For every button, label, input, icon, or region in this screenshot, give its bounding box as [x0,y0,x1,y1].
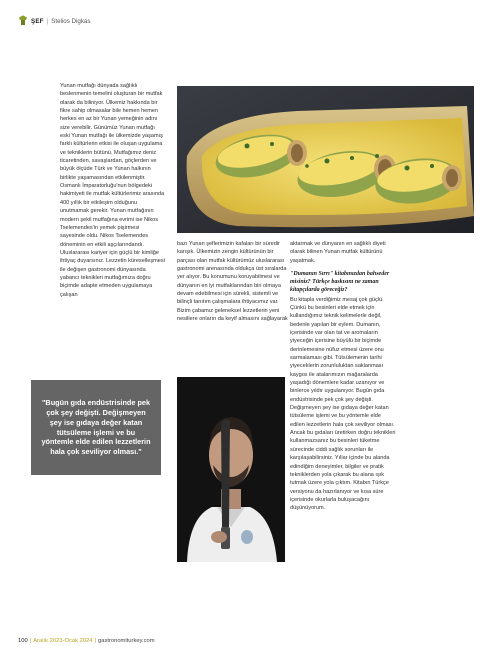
article-column-2 [177,240,292,323]
pull-quote-box [31,380,161,475]
food-illustration [177,86,474,233]
interview-answer: Bu kitapla verdiğimiz mesaj çok güçlü. Çünkü bu besinleri elde etmek için kullandığımız teknik kelimelerle değil, bedenle yapılan bir eylem. Dumanın, içerisinde var olan tat ve aromaların yiyeceğin içerisine büyülü bir biçimde derinlemesine nüfuz etmesi üzere onu sarmalaması gibi. Tütsülemenin tarihi yiyeceklerin zorunluluktan saklanması kaygısı ile atalarımızın mağaralarda yaşadığı dönemlere kadar uzanıyor ve binlerce yıldır uygulanıyor. Bugün gıda endüstrisinde pek çok şey değişti. Değişmeyen şey ise gıdaya değer katan tütsüleme işlemi ve bu yöntemle elde edilen lezzetlerin hala çok seviliyor olması. Ancak bu gıdaları üretirken doğru teknikleri kullanmazsanız bu besinleri tüketme sürecinde ciddi sağlık sorunları ile karşılaşabilirsiniz. Yıllar içinde bu alanda edindiğim deneyimler, bilgiler ve pratik tekniklerden yola çıkarak bu alana ışık tutmak üzere yola çıktım. Kitabın Türkçe versiyonu da hazırlanıyor ve kısa süre içerisinde okurlarla buluşacağını düşünüyorum. [290,296,396,512]
footer-separator: | [29,638,32,644]
article-paragraph: Yunan mutfağı dünyada sağlıklı beslenmenin temelini oluşturan bir mutfak olarak da biliniyor. Ülkemiz hakkında bir fikre sahip olmasalar bile hemen hemen herkes en az bir Yunan yemeğinin adını size verebilir. Günümüz Yunan mutfağı eski Yunan mutfağı ile ülkemizde yaşamış farklı kültürlerin etkisi ile oluşan uygulama ve tekniklerin bütünü. Mutfağımız deniz ticaretinden, savaşlardan, göçlerden ve büyük ölçüde Türk ve Yunan halkının birlikte yaşamasından etkilenmiştir. Osmanlı İmparatorluğu'nun bölgedeki hakimiyeti ile mutfak kültürlerimiz arasında 400 yıllık bir etkileşim olduğunu unutmamak gerekir. Yunan mutfağının modern şekil mutfağına evrimi ise Nikos Tselemendes'in yemek pişirmesi sayesinde oldu. Nikos Tselemendes döneminin en etkili aşçılarındandı. Uluslararası kariyer için güçlü bir kimliğe ihtiyaç duyarsınız. Lezzetin küreselleşmesi ile değişen gastronomi dünyasında yabancı teknikleri mutfağımıza doğru biçimde adapte etmeden uygulamaya çalışan [60,83,165,298]
issue-date: Aralık 2023-Ocak 2024 [33,638,93,644]
article-paragraph: bazı Yunan şeflerimizin kafaları bir süredir karışık. Ülkemizin zengin kültürünün bir parçası olan mutfak kültürümüz uluslararası gastronomi arenasında oldukça üst sıralarda yer alıyor. Bu konumunu koruyabilmesi ve dünyanın en iyi mutfaklarından biri olmaya devam edebilmesi için sürekli, sistemli ve bilinçli tanıtım çalışmalara ihtiyacımız var. Bizim çabamız geleneksel lezzetlerin yeni nesillere onların da keyif almasını sağlayarak [177,241,288,323]
article-column-3 [290,240,396,513]
stuffed-zucchini-photo [177,86,474,233]
page-header [18,14,90,28]
chef-portrait-photo [177,377,285,562]
author-name: Stelios Digkas [51,17,91,25]
header-separator: | [46,17,49,25]
page-footer [18,638,155,644]
chef-illustration [177,377,285,562]
footer-separator: | [94,638,96,644]
article-paragraph: aktarmak ve dünyanın en sağlıklı diyeti olarak bilinen Yunan mutfak kültürünü yaşatmak. [290,241,386,264]
page-number: 100 [18,638,28,644]
article-column-1 [60,82,165,299]
interview-question: "Dumanın Sırrı" kitabınızdan bahseder misiniz? Türkçe baskısını ne zaman kitapçılarda göreceğiz? [290,271,390,294]
website-link[interactable]: gastronomiturkey.com [98,638,155,644]
pull-quote-text: "Bugün gıda endüstrisinde pek çok şey değişti. Değişmeyen şey ise gıdaya değer katan tütsüleme işlemi ve bu yöntemle elde edilen lezzetlerin hala çok seviliyor olması." [41,398,151,457]
chef-hat-logo-icon [18,15,28,27]
section-label: ŞEF [31,17,44,25]
